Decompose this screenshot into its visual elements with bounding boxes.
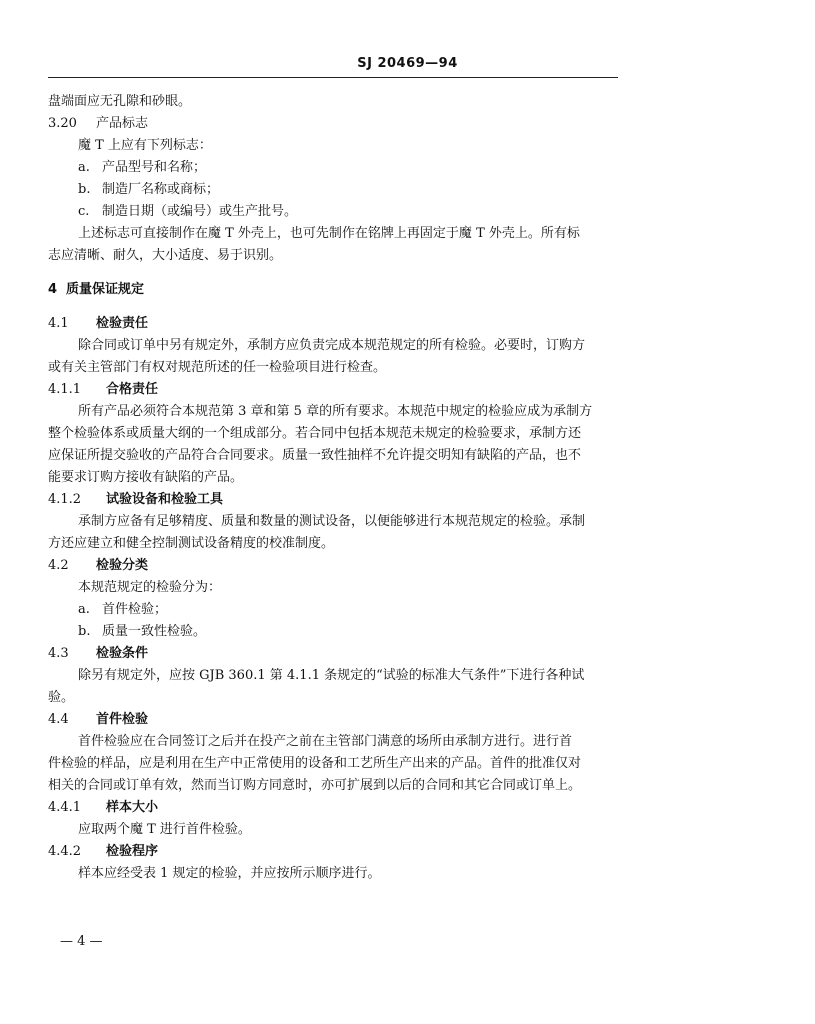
section-number: 4.4.1	[48, 800, 82, 815]
list-item-text: 产品型号和名称；	[102, 160, 207, 175]
section-heading-4-4-1	[48, 800, 158, 816]
paragraph-line: 应保证所提交验收的产品符合合同要求。质量一致性抽样不允许提交明知有缺陷的产品，也不	[48, 448, 582, 463]
section-number: 3.20	[48, 116, 77, 131]
list-item	[78, 602, 167, 618]
section-title: 合格责任	[106, 382, 159, 397]
section-title: 检验分类	[96, 558, 149, 573]
section-number: 4.1	[48, 316, 69, 331]
section-heading-4-2	[48, 558, 148, 574]
paragraph-line: 样本应经受表 1 规定的检验，并应按所示顺序进行。	[78, 866, 381, 881]
paragraph-line: 件检验的样品，应是利用在生产中正常使用的设备和工艺所生产出来的产品。首件的批准仅对	[48, 756, 582, 771]
paragraph-line: 方还应建立和健全控制测试设备精度的校准制度。	[48, 536, 335, 551]
section-heading-3-20	[48, 116, 148, 132]
paragraph-line: 应取两个魔 T 进行首件检验。	[78, 822, 251, 837]
section-title: 检验程序	[106, 844, 159, 859]
section-title: 首件检验	[96, 712, 149, 727]
chapter-number: 4	[48, 282, 58, 297]
section-number: 4.2	[48, 558, 69, 573]
section-heading-4-4	[48, 712, 148, 728]
chapter-heading-4	[48, 282, 144, 298]
paragraph-line: 能要求订购方接收有缺陷的产品。	[48, 470, 244, 485]
list-marker: b.	[78, 624, 91, 639]
paragraph-line: 首件检验应在合同签订之后并在投产之前在主管部门满意的场所由承制方进行。进行首	[78, 734, 573, 749]
paragraph-line: 或有关主管部门有权对规范所述的任一检验项目进行检查。	[48, 360, 387, 375]
list-item	[78, 182, 219, 198]
paragraph-line: 上述标志可直接制作在魔 T 外壳上，也可先制作在铭牌上再固定于魔 T 外壳上。所有标	[78, 226, 580, 241]
paragraph-line: 除合同或订单中另有规定外，承制方应负责完成本规范规定的所有检验。必要时，订购方	[78, 338, 586, 353]
list-marker: a.	[78, 160, 90, 175]
section-title: 样本大小	[106, 800, 159, 815]
list-marker: c.	[78, 204, 90, 219]
paragraph-line: 验。	[48, 690, 75, 705]
header-rule	[48, 77, 618, 78]
list-marker: b.	[78, 182, 91, 197]
paragraph-line: 魔 T 上应有下列标志：	[78, 138, 212, 153]
list-item-text: 制造厂名称或商标；	[102, 182, 220, 197]
section-number: 4.4	[48, 712, 69, 727]
document-code-header: SJ 20469—94	[357, 56, 458, 71]
list-item-text: 首件检验；	[102, 602, 168, 617]
paragraph-line: 志应清晰、耐久，大小适度、易于识别。	[48, 248, 283, 263]
section-heading-4-3	[48, 646, 148, 662]
list-item	[78, 624, 206, 640]
section-title: 检验责任	[96, 316, 149, 331]
list-item	[78, 160, 206, 176]
paragraph-line: 除另有规定外，应按 GJB 360.1 第 4.1.1 条规定的“试验的标准大气条件”下进行各种试	[78, 668, 585, 683]
section-heading-4-1	[48, 316, 148, 332]
section-heading-4-4-2	[48, 844, 158, 860]
list-marker: a.	[78, 602, 90, 617]
section-heading-4-1-2	[48, 492, 223, 508]
section-number: 4.1.1	[48, 382, 82, 397]
paragraph-line: 盘端面应无孔隙和砂眼。	[48, 94, 192, 109]
section-title: 产品标志	[96, 116, 149, 131]
paragraph-line: 本规范规定的检验分为：	[78, 580, 222, 595]
list-item-text: 质量一致性检验。	[102, 624, 207, 639]
list-item	[78, 204, 297, 220]
page-number: — 4 —	[60, 934, 103, 949]
section-title: 检验条件	[96, 646, 149, 661]
paragraph-line: 整个检验体系或质量大纲的一个组成部分。若合同中包括本规范未规定的检验要求，承制方还	[48, 426, 582, 441]
section-heading-4-1-1	[48, 382, 158, 398]
list-item-text: 制造日期（或编号）或生产批号。	[102, 204, 298, 219]
paragraph-line: 承制方应备有足够精度、质量和数量的测试设备，以便能够进行本规范规定的检验。承制	[78, 514, 586, 529]
section-title: 试验设备和检验工具	[106, 492, 224, 507]
section-number: 4.3	[48, 646, 69, 661]
section-number: 4.4.2	[48, 844, 82, 859]
paragraph-line: 相关的合同或订单有效，然而当订购方同意时，亦可扩展到以后的合同和其它合同或订单上。	[48, 778, 582, 793]
section-number: 4.1.2	[48, 492, 82, 507]
paragraph-line: 所有产品必须符合本规范第 3 章和第 5 章的所有要求。本规范中规定的检验应成为承制方	[78, 404, 593, 419]
chapter-title: 质量保证规定	[66, 282, 145, 297]
